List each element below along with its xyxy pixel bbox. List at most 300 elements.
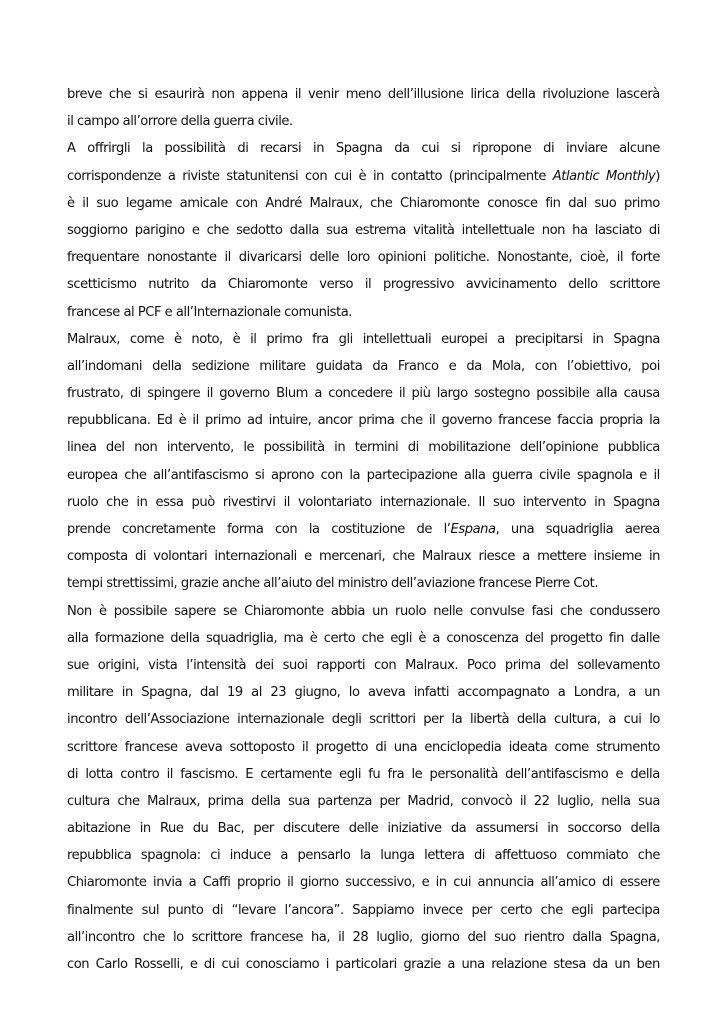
word: di <box>129 386 141 402</box>
word: contro <box>120 766 160 782</box>
word: da <box>450 821 467 837</box>
word: di <box>211 902 224 918</box>
word: Londra, <box>573 685 620 701</box>
word: il <box>206 386 213 402</box>
word: l’Espana, <box>443 522 500 537</box>
word: dalla <box>572 929 602 945</box>
word: a <box>628 685 636 701</box>
word: di <box>543 141 555 157</box>
word: Madrid, <box>407 793 454 809</box>
word: pubblica <box>607 440 660 456</box>
word: stesa <box>553 957 586 972</box>
word: legame <box>125 195 172 211</box>
word: concretamente <box>122 522 216 537</box>
word: a <box>188 875 197 891</box>
word: partecipazione <box>366 467 458 483</box>
word: commiato <box>566 848 629 864</box>
word: il <box>224 250 231 266</box>
word: scetticismo <box>67 277 137 293</box>
word: della <box>170 630 200 646</box>
word: aerea <box>624 522 660 537</box>
word: prima <box>504 657 541 673</box>
word: civile. <box>257 114 293 130</box>
word: causa <box>623 386 660 402</box>
word: da <box>394 141 410 157</box>
word: Spagna, <box>609 929 660 945</box>
word: largo <box>436 386 468 402</box>
word: della <box>630 821 660 837</box>
word: offrirgli <box>87 141 131 157</box>
word: Non <box>67 603 92 619</box>
word: Chiaromonte <box>244 603 324 619</box>
word: repubblica <box>67 848 132 864</box>
word: e <box>191 222 200 238</box>
word: che <box>392 549 415 565</box>
word: può <box>191 494 215 510</box>
word: Malraux <box>421 549 472 565</box>
word: contatto <box>390 168 443 184</box>
word: è <box>358 168 367 184</box>
word: i <box>325 957 329 972</box>
word: Malraux, <box>67 331 120 347</box>
word: annuncia <box>477 875 534 891</box>
word: rientro <box>523 929 565 945</box>
word: a <box>447 957 455 972</box>
word: che <box>560 603 583 619</box>
word: dell’Associazione <box>124 712 230 728</box>
word: alcune <box>619 141 660 157</box>
text-line <box>67 842 660 869</box>
word: a <box>432 630 440 646</box>
word: di <box>648 222 660 238</box>
word: Nonostante, <box>497 250 573 266</box>
word: possibile <box>113 603 167 619</box>
word: fu <box>368 766 381 782</box>
word: il <box>653 467 660 483</box>
word: ad <box>247 413 263 429</box>
word: a <box>314 386 322 402</box>
word: con <box>305 168 328 184</box>
text-line <box>67 434 660 461</box>
word: guerra <box>213 114 255 130</box>
word: nella <box>601 793 631 809</box>
word: una <box>510 522 535 537</box>
word: insieme <box>593 549 642 565</box>
word: Franco <box>397 358 439 374</box>
word: Spagna <box>335 141 383 157</box>
word: Chiaromonte <box>228 277 308 293</box>
text-line <box>67 489 660 516</box>
word: al <box>123 304 135 320</box>
word: 28 <box>352 929 369 945</box>
word: in <box>594 494 606 510</box>
word: a <box>167 168 176 184</box>
word: in <box>139 821 151 837</box>
word: Ed <box>156 413 173 429</box>
word: partenza <box>317 793 372 809</box>
word: breve <box>67 87 103 102</box>
word: con <box>67 957 90 972</box>
word: a <box>280 848 288 864</box>
word: riesce <box>478 549 515 565</box>
word: un <box>614 957 631 972</box>
word: ripropone <box>472 141 532 157</box>
word: giorno <box>420 929 460 945</box>
text-line <box>67 761 660 788</box>
italic-title: Monthly <box>606 168 656 184</box>
word: suo <box>594 195 617 211</box>
word: spagnola: <box>140 848 201 864</box>
word: conosce <box>487 195 538 211</box>
word: in <box>136 494 148 510</box>
word: più <box>411 386 431 402</box>
word: possibilità <box>263 440 325 456</box>
word: sua <box>638 793 660 809</box>
word: dell’aviazione <box>391 576 475 592</box>
word: squadriglia, <box>205 630 278 646</box>
word: mettere <box>537 549 587 565</box>
word: l’obiettivo, <box>566 358 632 374</box>
word: una <box>461 957 485 972</box>
word: il <box>192 413 199 429</box>
word: nelle <box>433 603 463 619</box>
word: il <box>287 875 294 891</box>
word: la <box>142 141 153 157</box>
word: ancor <box>317 413 353 429</box>
word: degli <box>331 712 362 728</box>
word: ha, <box>310 929 331 945</box>
word: militare <box>67 685 114 701</box>
word: Malraux, <box>309 195 363 211</box>
word: tempi <box>67 576 103 592</box>
word: iniziative <box>387 821 442 837</box>
word: giugno, <box>294 685 341 701</box>
word: Blum <box>276 386 308 402</box>
word: André <box>265 195 302 211</box>
text-line <box>67 353 660 380</box>
word: sul <box>141 902 160 918</box>
word: egli <box>390 630 413 646</box>
word: è <box>173 331 182 347</box>
word: egli <box>571 902 594 918</box>
word: “levare <box>231 902 276 918</box>
word: successivo, <box>345 875 416 891</box>
word: comunista. <box>284 304 353 320</box>
word: fin <box>545 195 561 211</box>
word: civile <box>539 467 571 483</box>
word: sedizione <box>191 358 250 374</box>
word: frequentare <box>67 250 140 266</box>
word: il <box>428 413 436 429</box>
word: l’ancora”. <box>284 902 344 918</box>
word: suo <box>494 929 516 945</box>
word: le <box>243 440 255 456</box>
word: enciclopedia <box>424 739 502 755</box>
word: di <box>375 739 387 755</box>
word: primo <box>204 413 241 429</box>
word: si <box>450 141 461 157</box>
word: dalla <box>289 222 319 238</box>
word: Spagna, <box>141 685 192 701</box>
word: che <box>106 494 129 510</box>
word: e <box>639 467 647 483</box>
word: si <box>254 467 265 483</box>
word: di <box>67 766 79 782</box>
word: convulse <box>469 603 525 619</box>
word: nonostante <box>146 250 217 266</box>
word: da <box>592 957 608 972</box>
word: non <box>211 87 235 102</box>
word: non <box>134 440 158 456</box>
word: all’Internazionale <box>175 304 281 320</box>
word: guidata <box>315 358 363 374</box>
word: a <box>608 712 616 728</box>
word: loro <box>346 250 370 266</box>
word: finalmente <box>67 902 134 918</box>
word: intervento <box>522 494 587 510</box>
word: forma <box>227 522 264 537</box>
word: governo <box>219 386 270 402</box>
word: termini <box>354 440 399 456</box>
word: punto <box>167 902 204 918</box>
word: è <box>98 603 107 619</box>
word: il <box>301 739 309 755</box>
word: primo <box>266 331 303 347</box>
word: suoi <box>282 657 308 673</box>
word: proprio <box>236 875 281 891</box>
word: essere <box>619 875 660 891</box>
word: pensarlo <box>297 848 351 864</box>
word: luglio, <box>557 793 594 809</box>
word: che <box>117 793 140 809</box>
word: il <box>67 114 74 130</box>
word: relazione <box>491 957 547 972</box>
word: sostegno <box>474 386 530 402</box>
word: statunitensi <box>226 168 299 184</box>
word: Cot. <box>573 576 599 592</box>
text-line <box>67 190 660 217</box>
word: fasi <box>531 603 553 619</box>
word: scrittori <box>369 712 416 728</box>
word: accompagnato <box>457 685 550 701</box>
word: dalle <box>630 630 660 646</box>
word: in <box>313 141 325 157</box>
text-line <box>67 217 660 244</box>
word: riviste <box>182 168 220 184</box>
word: appena <box>241 87 288 102</box>
word: il <box>338 929 345 945</box>
word: dello <box>568 277 598 293</box>
word: è <box>309 630 318 646</box>
word: infatti <box>413 685 450 701</box>
word: volontari <box>153 549 208 565</box>
word: ministro <box>337 576 388 592</box>
word: francese <box>498 413 551 429</box>
word: all’incontro <box>67 929 135 945</box>
word: se <box>223 603 237 619</box>
word: possibile <box>536 386 590 402</box>
italic-title: Atlantic <box>552 168 600 184</box>
word: della <box>152 358 182 374</box>
word: Il <box>478 494 485 510</box>
word: in <box>435 875 447 891</box>
word: la <box>349 467 361 483</box>
word: soccorso <box>567 821 622 837</box>
word: da <box>466 358 482 374</box>
word: intellettuale <box>461 222 535 238</box>
word: intellettuali <box>362 331 432 347</box>
word: Poco <box>467 657 496 673</box>
word: cultura <box>67 793 110 809</box>
word: sollevamento <box>577 657 660 673</box>
word: conosciamo <box>245 957 320 972</box>
word: lirica <box>470 87 500 102</box>
word: Carlo <box>95 957 128 972</box>
word: poi <box>641 358 660 374</box>
word: Pierre <box>534 576 570 592</box>
word: lascerà <box>615 87 660 102</box>
word: e <box>304 549 312 565</box>
word: grazie <box>403 957 441 972</box>
word: europei <box>441 331 488 347</box>
word: intuire, <box>268 413 312 429</box>
word: Monthly) <box>606 168 660 184</box>
word: mercenari, <box>319 549 386 565</box>
text-line <box>67 326 660 353</box>
word: Malraux, <box>147 793 201 809</box>
word: propria <box>599 413 643 429</box>
word: cui <box>333 168 352 184</box>
word: il <box>294 87 302 102</box>
word: esaurirà <box>154 87 205 102</box>
word: essa <box>155 494 184 510</box>
word: all’antifascismo <box>153 467 249 483</box>
word: concedere <box>328 386 393 402</box>
word: è <box>67 195 75 211</box>
word: Rue <box>159 821 184 837</box>
word: Rosselli, <box>134 957 184 972</box>
word: lunga <box>380 848 415 864</box>
word: prima <box>358 413 395 429</box>
word: del <box>315 576 335 592</box>
word: e <box>164 304 173 320</box>
word: precipitarsi <box>514 331 583 347</box>
word: per <box>471 902 492 918</box>
word: si <box>138 87 148 102</box>
word: strumento <box>596 739 660 755</box>
word: spagnola <box>576 467 633 483</box>
word: la <box>649 413 660 429</box>
word: sedotto <box>236 222 283 238</box>
word: cioè, <box>580 250 609 266</box>
word: di <box>407 440 419 456</box>
word: convocò <box>460 793 513 809</box>
text-line <box>67 625 660 652</box>
text-line <box>67 679 660 706</box>
word: la <box>359 848 371 864</box>
word: sua <box>326 222 348 238</box>
word: condussero <box>589 603 660 619</box>
word: discutere <box>283 821 340 837</box>
word: militare <box>259 358 306 374</box>
word: sue <box>67 657 89 673</box>
word: un <box>372 603 388 619</box>
text-line <box>67 81 660 108</box>
word: in <box>592 331 604 347</box>
word: come <box>554 739 589 755</box>
text-line <box>67 271 660 298</box>
word: personalità <box>429 766 498 782</box>
word: noto, <box>191 331 223 347</box>
word: guerra <box>492 467 533 483</box>
word: in <box>334 440 346 456</box>
word: composta <box>67 549 128 565</box>
word: cui <box>623 712 642 728</box>
word: cui <box>421 141 440 157</box>
text-line <box>67 244 660 271</box>
word: che <box>400 413 423 429</box>
word: e <box>448 358 457 374</box>
word: della <box>180 114 211 130</box>
word: che <box>124 467 147 483</box>
word: in <box>121 685 133 701</box>
word: al <box>251 685 262 701</box>
word: lo <box>649 712 660 728</box>
word: di <box>602 875 614 891</box>
word: a <box>522 549 530 565</box>
word: con <box>374 657 397 673</box>
word: internazionale. <box>379 494 471 510</box>
word: anche <box>222 576 260 592</box>
word: frustrato, <box>67 386 124 402</box>
word: prende <box>67 522 111 537</box>
word: Spagna <box>613 494 660 510</box>
word: il <box>519 793 527 809</box>
word: è <box>418 630 427 646</box>
text-line <box>67 598 660 625</box>
word: Sappiamo <box>352 902 415 918</box>
text-line <box>67 380 660 407</box>
word: come <box>129 331 165 347</box>
word: da <box>372 358 388 374</box>
word: che <box>370 195 393 211</box>
word: internazionale <box>237 712 324 728</box>
word: egli <box>339 766 362 782</box>
word: all’amico <box>540 875 596 891</box>
word: all’indomani <box>67 358 143 374</box>
word: abitazione <box>67 821 131 837</box>
word: invia <box>153 875 183 891</box>
word: partecipa <box>601 902 660 918</box>
text-line <box>67 163 660 190</box>
word: primo <box>623 195 660 211</box>
word: lotta <box>85 766 114 782</box>
word: con <box>235 195 258 211</box>
word: progetto <box>549 630 603 646</box>
text-line <box>67 462 660 489</box>
document-page <box>67 81 660 978</box>
word: il <box>283 494 290 510</box>
word: suo <box>96 195 119 211</box>
word: possibilità <box>164 141 226 157</box>
word: libertà <box>470 712 510 728</box>
word: la <box>451 712 463 728</box>
word: 22 <box>533 793 550 809</box>
word: che <box>108 87 132 102</box>
text-line <box>67 108 660 135</box>
word: Bac, <box>217 821 245 837</box>
word: del <box>524 630 544 646</box>
